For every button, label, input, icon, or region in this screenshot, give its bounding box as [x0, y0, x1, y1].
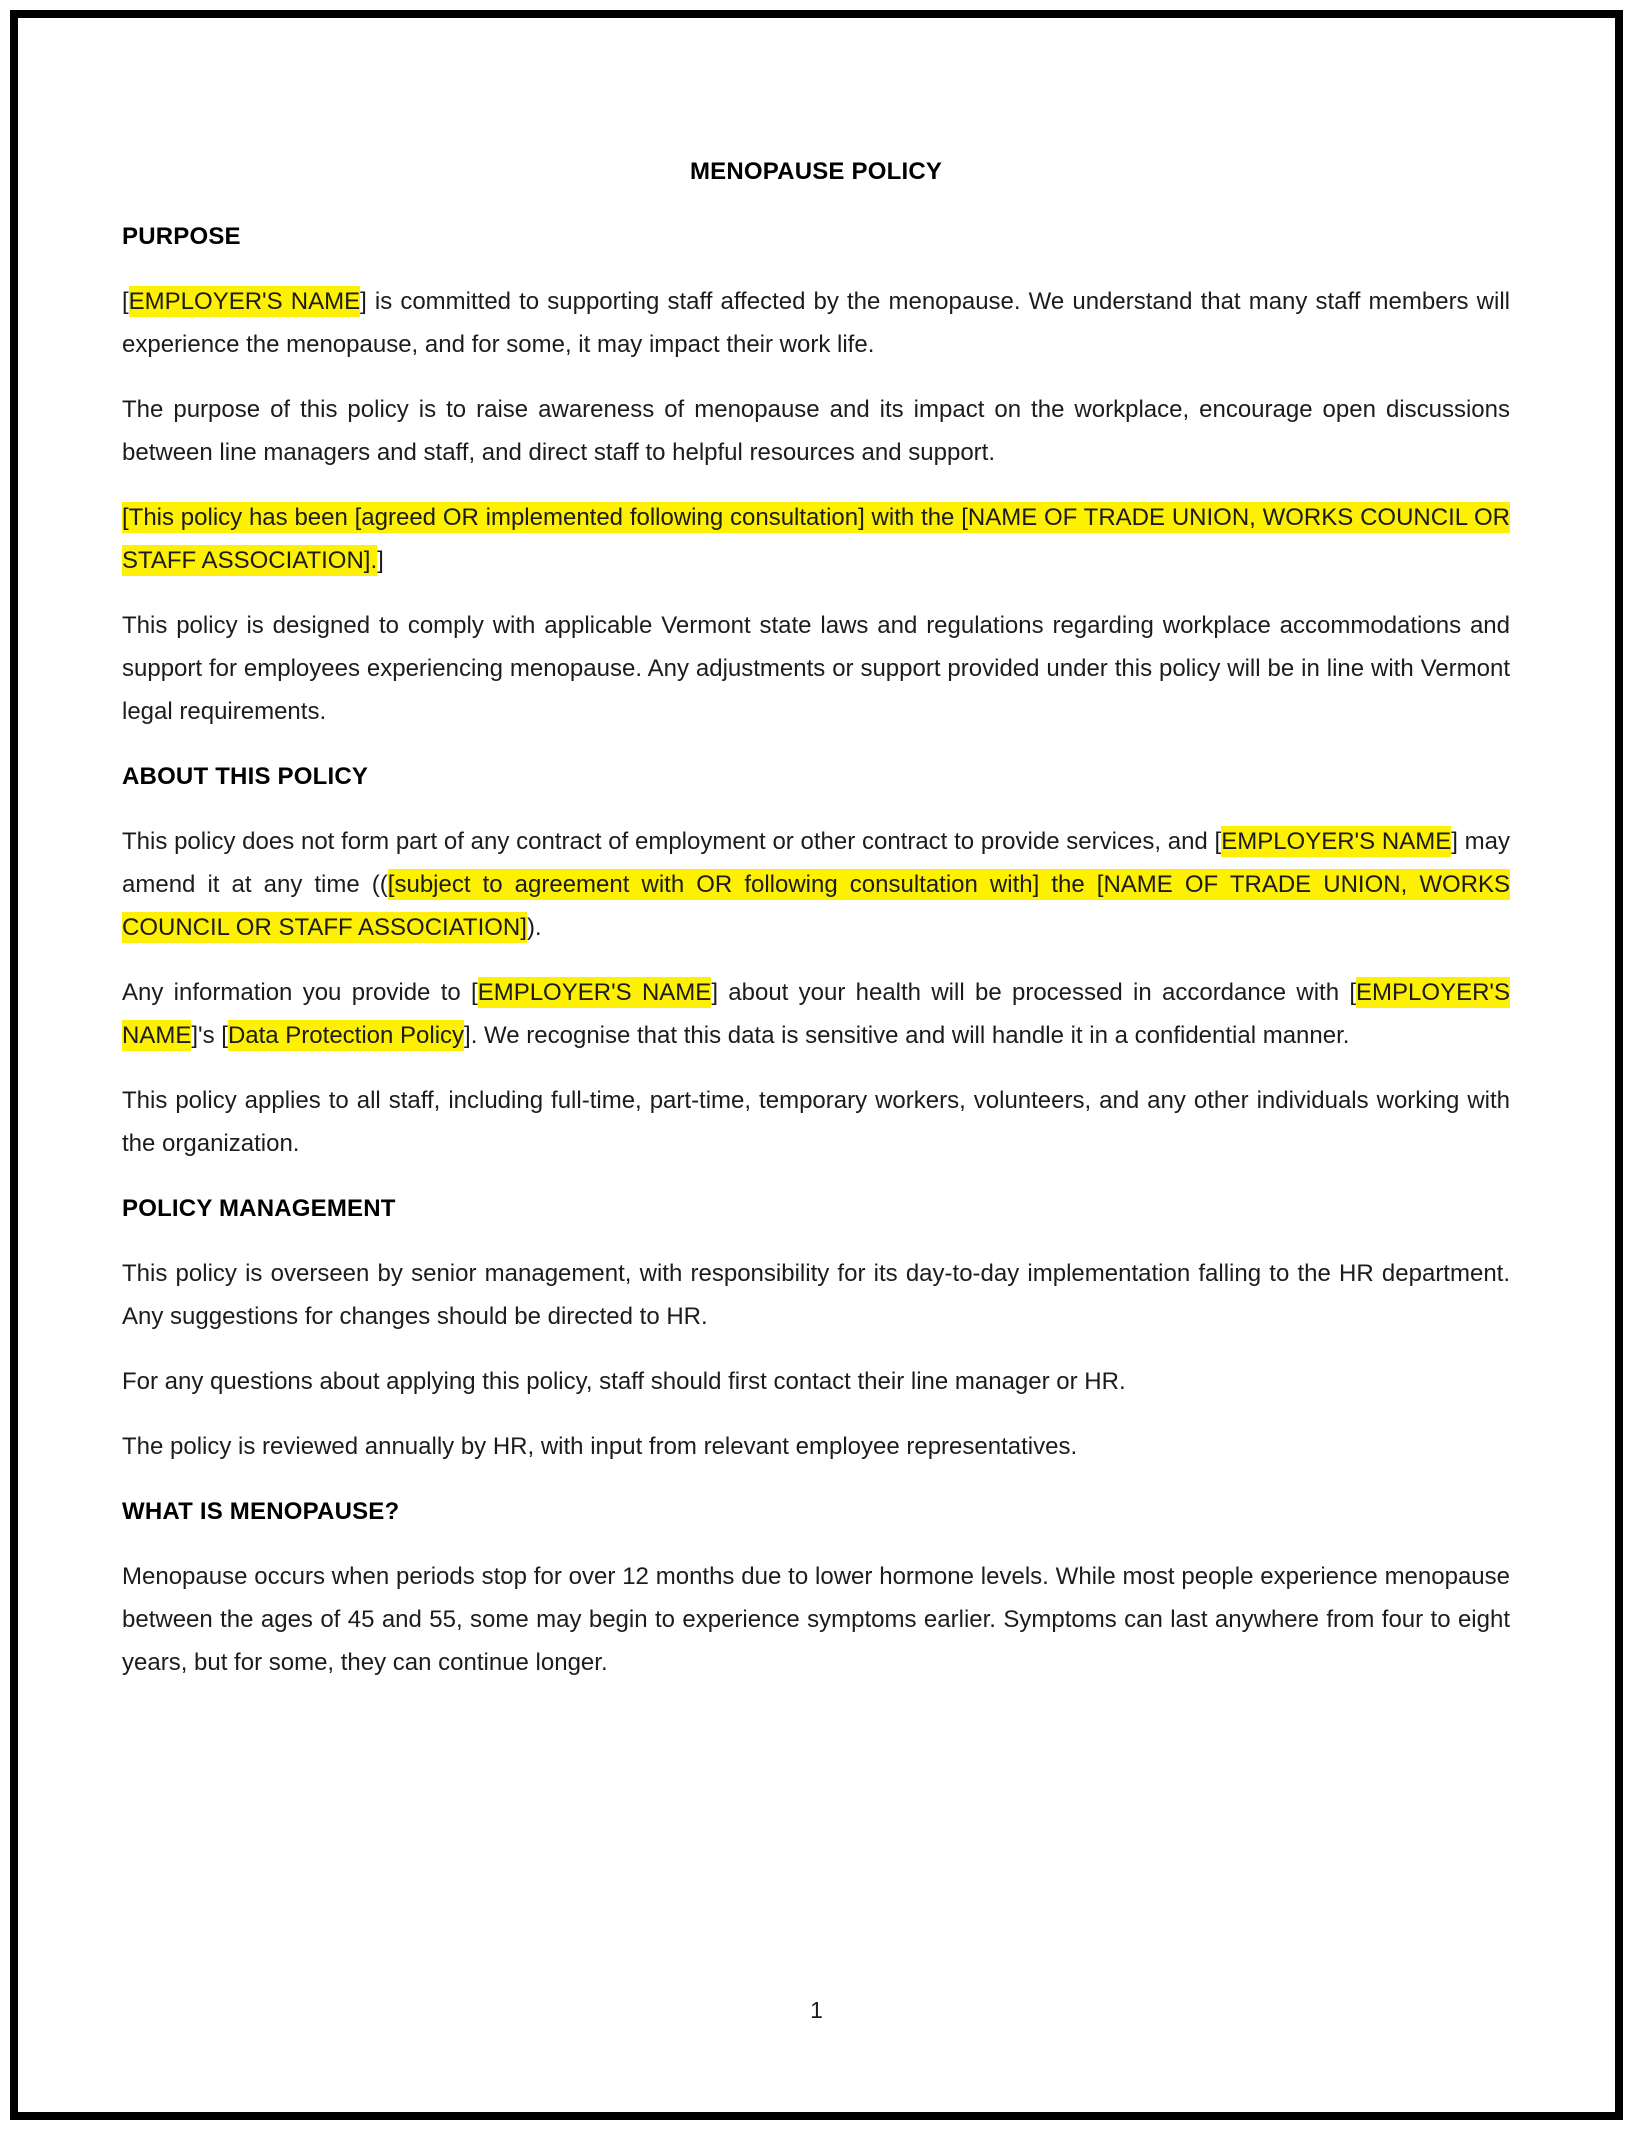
text-segment: Any information you provide to [ [122, 979, 478, 1006]
text-segment: ] may amend it at any time (( [122, 828, 1510, 898]
text-segment: ). [526, 914, 542, 941]
section-heading: PURPOSE [122, 223, 241, 250]
text-segment: [ [122, 288, 129, 315]
text-segment: The policy is reviewed annually by HR, with input from relevant employee representatives. [122, 1433, 1078, 1460]
section-heading: POLICY MANAGEMENT [122, 1195, 396, 1222]
paragraph [122, 496, 1510, 582]
paragraph [122, 280, 1510, 366]
paragraph [122, 604, 1510, 733]
text-segment: This policy applies to all staff, including full-time, part-time, temporary workers, volunteers, and any other individuals working with the organization. [122, 1087, 1510, 1157]
highlighted-text: EMPLOYER'S NAME [1221, 828, 1452, 855]
paragraph [122, 1252, 1510, 1338]
text-segment: ] [377, 547, 384, 574]
document-title: MENOPAUSE POLICY [689, 158, 943, 185]
text-segment: This policy does not form part of any contract of employment or other contract to provide services, and [ [122, 828, 1222, 855]
highlighted-text: Data Protection Policy [227, 1022, 465, 1049]
text-segment: This policy is designed to comply with applicable Vermont state laws and regulations regarding workplace accommodations and support for employees experiencing menopause. Any adjustments or support provided under this policy will be in line with Vermont legal requirements. [122, 612, 1510, 725]
text-segment: The purpose of this policy is to raise awareness of menopause and its impact on the workplace, encourage open discussions between line managers and staff, and direct staff to helpful resources and support. [122, 396, 1510, 466]
paragraph [122, 1555, 1510, 1684]
text-segment: ]'s [ [191, 1022, 228, 1049]
paragraph [122, 1360, 1510, 1403]
paragraph [122, 971, 1510, 1057]
text-segment: ]. We recognise that this data is sensitive and will handle it in a confidential manner. [464, 1022, 1350, 1049]
highlighted-text: EMPLOYER'S NAME [128, 288, 361, 315]
highlighted-text: [This policy has been [agreed OR implemented following consultation] with the [NAME OF TRADE UNION, WORKS COUNCIL OR STAFF ASSOCIATION]. [122, 504, 1510, 574]
paragraph [122, 820, 1510, 949]
text-segment: This policy is overseen by senior management, with responsibility for its day-to-day implementation falling to the HR department. Any suggestions for changes should be directed to HR. [122, 1260, 1510, 1330]
paragraph [122, 388, 1510, 474]
text-segment: For any questions about applying this policy, staff should first contact their line manager or HR. [122, 1368, 1126, 1395]
paragraph [122, 1079, 1510, 1165]
section-heading: WHAT IS MENOPAUSE? [122, 1498, 400, 1525]
document-body [122, 150, 1510, 1706]
highlighted-text: [subject to agreement with OR following consultation with] the [NAME OF TRADE UNION, WORKS COUNCIL OR STAFF ASSOCIATION] [122, 871, 1510, 941]
highlighted-text: EMPLOYER'S NAME [122, 979, 1511, 1049]
text-segment: ] is committed to supporting staff affected by the menopause. We understand that many staff members will experience the menopause, and for some, it may impact their work life. [122, 288, 1511, 358]
page-number: 1 [810, 1997, 823, 2023]
text-segment: Menopause occurs when periods stop for over 12 months due to lower hormone levels. While most people experience menopause between the ages of 45 and 55, some may begin to experience symptoms earlier. Symptoms can last anywhere from four to eight years, but for some, they can continue longer. [122, 1563, 1510, 1676]
paragraph [122, 1425, 1510, 1468]
highlighted-text: EMPLOYER'S NAME [477, 979, 712, 1006]
text-segment: ] about your health will be processed in accordance with [ [711, 979, 1357, 1006]
section-heading: ABOUT THIS POLICY [122, 763, 369, 790]
